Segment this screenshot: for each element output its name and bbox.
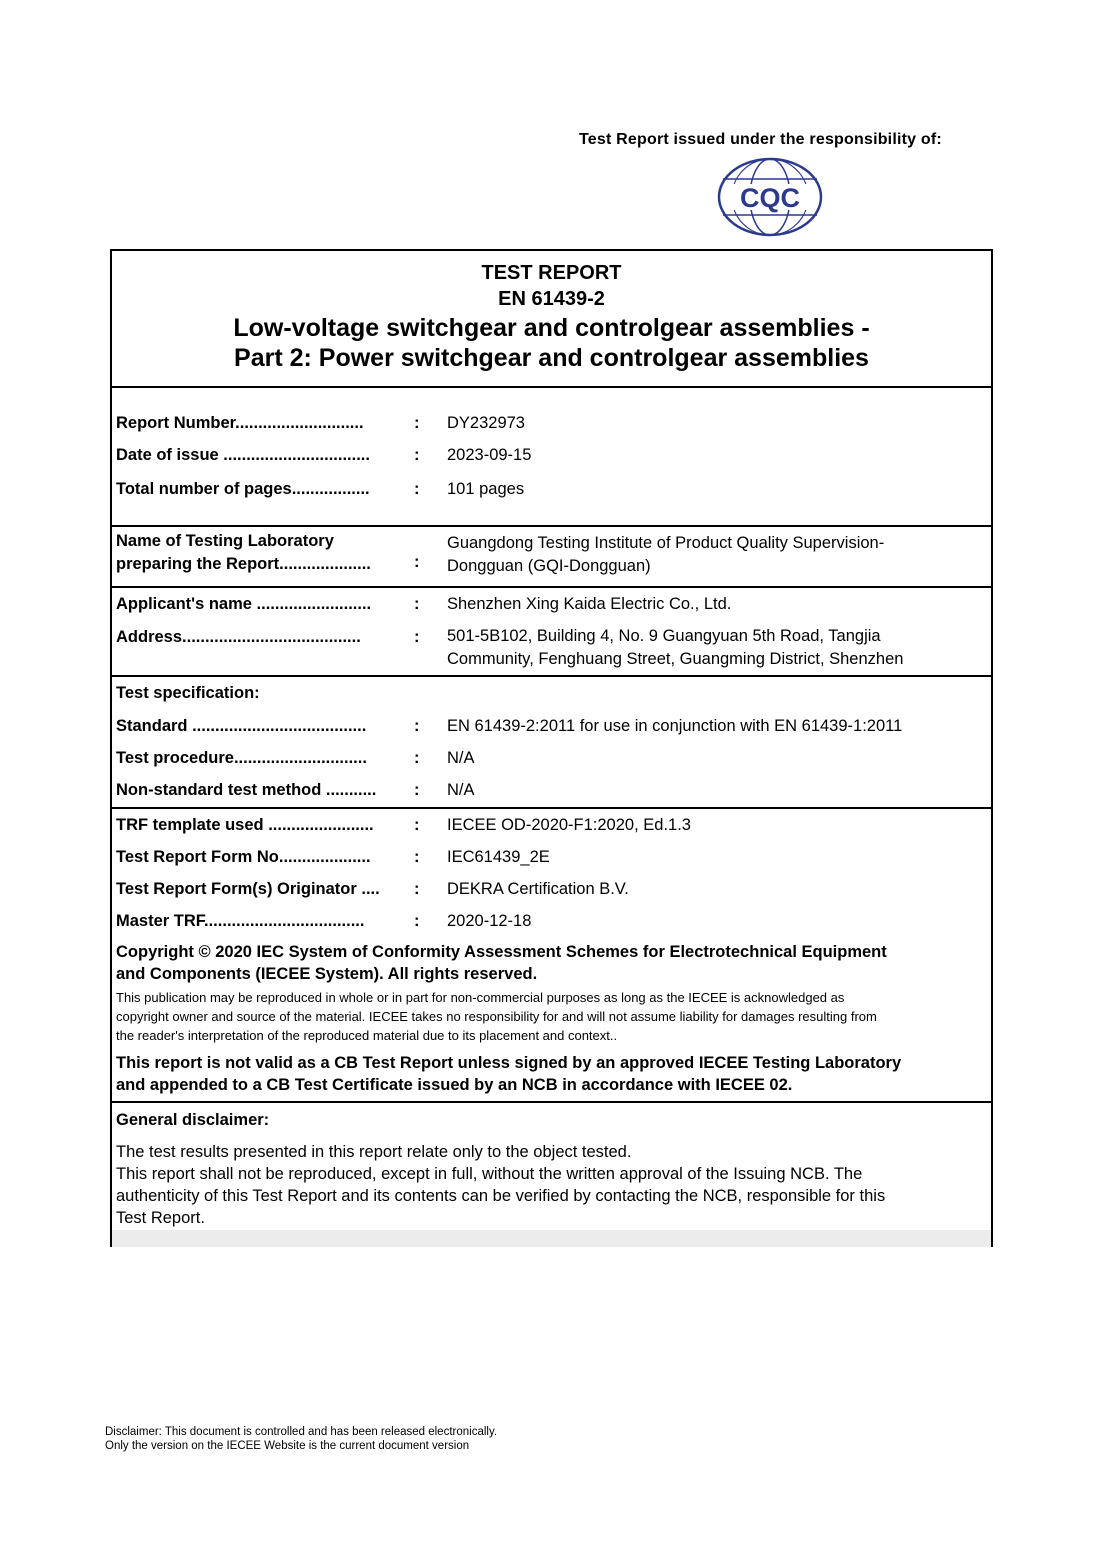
general-disclaimer-title: General disclaimer: xyxy=(116,1111,270,1129)
test-specification-section xyxy=(112,677,991,809)
report-title: TEST REPORT xyxy=(481,262,622,284)
colon: : xyxy=(414,781,420,799)
colon: : xyxy=(414,553,420,571)
total-pages-label: Total number of pages................. xyxy=(116,480,370,498)
colon: : xyxy=(414,717,420,735)
fine-print-line1: This publication may be reproduced in whole or in part for non-commercial purposes as long as the IECEE is acknowledged as xyxy=(116,990,845,1005)
issued-under-text: Test Report issued under the responsibility of: xyxy=(579,131,942,148)
address-value xyxy=(447,625,977,671)
general-disclaimer-section xyxy=(112,1103,991,1232)
test-procedure-value: N/A xyxy=(447,749,475,767)
date-of-issue-value: 2023-09-15 xyxy=(447,446,532,464)
report-number-value: DY232973 xyxy=(447,414,525,432)
testing-lab-value xyxy=(447,532,977,578)
total-pages-value: 101 pages xyxy=(447,480,525,498)
address-line1: 501-5B102, Building 4, No. 9 Guangyuan 5th Road, Tangjia xyxy=(447,627,881,645)
copyright-line2: and Components (IECEE System). All rights reserved. xyxy=(116,965,538,983)
testing-lab-value-line2: Dongguan (GQI-Dongguan) xyxy=(447,557,651,575)
test-report-form-no-label: Test Report Form No.................... xyxy=(116,848,371,866)
copyright-notice xyxy=(116,941,988,985)
fine-print-line3: the reader's interpretation of the reproduced material due to its placement and context.. xyxy=(116,1028,618,1043)
address-line2: Community, Fenghuang Street, Guangming District, Shenzhen xyxy=(447,650,904,668)
standard-title-line1: Low-voltage switchgear and controlgear assemblies - xyxy=(233,314,870,342)
form-originator-value: DEKRA Certification B.V. xyxy=(447,880,629,898)
form-originator-label: Test Report Form(s) Originator .... xyxy=(116,880,380,898)
report-info-section xyxy=(112,386,991,527)
non-standard-method-label: Non-standard test method ........... xyxy=(116,781,377,799)
copyright-line1: Copyright © 2020 IEC System of Conformity Assessment Schemes for Electrotechnical Equipment xyxy=(116,943,887,961)
trf-section xyxy=(112,809,991,1103)
trf-template-value: IECEE OD-2020-F1:2020, Ed.1.3 xyxy=(447,816,691,834)
address-label: Address....................................... xyxy=(116,628,361,646)
disclaimer-line3: authenticity of this Test Report and its contents can be verified by contacting the NCB, responsible for this xyxy=(116,1187,886,1205)
report-header xyxy=(112,251,991,388)
standard-title-line2: Part 2: Power switchgear and controlgear assemblies xyxy=(234,344,869,372)
colon: : xyxy=(414,749,420,767)
fine-print-line2: copyright owner and source of the material. IECEE takes no responsibility for and will not assume liability for damages resulting from xyxy=(116,1009,877,1024)
test-report-form-no-value: IEC61439_2E xyxy=(447,848,550,866)
validity-line2: and appended to a CB Test Certificate issued by an NCB in accordance with IECEE 02. xyxy=(116,1076,793,1094)
document-disclaimer-line1: Disclaimer: This document is controlled and has been released electronically. xyxy=(105,1426,498,1438)
standard-label: Standard ...................................... xyxy=(116,717,367,735)
colon: : xyxy=(414,816,420,834)
applicant-name-value: Shenzhen Xing Kaida Electric Co., Ltd. xyxy=(447,595,732,613)
colon: : xyxy=(414,912,420,930)
testing-lab-label-line1: Name of Testing Laboratory xyxy=(116,532,334,550)
standard-number: EN 61439-2 xyxy=(498,288,605,310)
disclaimer-line2: This report shall not be reproduced, except in full, without the written approval of the Issuing NCB. The xyxy=(116,1165,863,1183)
test-specification-title: Test specification: xyxy=(116,684,260,702)
general-disclaimer-text xyxy=(116,1141,976,1229)
applicant-name-label: Applicant's name ......................... xyxy=(116,595,372,613)
colon: : xyxy=(414,480,420,498)
test-procedure-label: Test procedure............................. xyxy=(116,749,367,767)
master-trf-value: 2020-12-18 xyxy=(447,912,532,930)
colon: : xyxy=(414,595,420,613)
svg-text:CQC: CQC xyxy=(740,183,800,213)
document-disclaimer-line2: Only the version on the IECEE Website is the current document version xyxy=(105,1440,470,1452)
testing-lab-value-line1: Guangdong Testing Institute of Product Quality Supervision- xyxy=(447,534,885,552)
non-standard-method-value: N/A xyxy=(447,781,475,799)
testing-lab-label xyxy=(116,530,371,576)
master-trf-label: Master TRF................................... xyxy=(116,912,365,930)
standard-value: EN 61439-2:2011 for use in conjunction with EN 61439-1:2011 xyxy=(447,717,903,735)
disclaimer-line4: Test Report. xyxy=(116,1209,205,1227)
report-footer-bar xyxy=(112,1230,991,1247)
copyright-fine-print xyxy=(116,988,991,1045)
testing-lab-label-line2: preparing the Report.................... xyxy=(116,555,371,573)
report-number-label: Report Number............................ xyxy=(116,414,364,432)
colon: : xyxy=(414,628,420,646)
colon: : xyxy=(414,880,420,898)
colon: : xyxy=(414,414,420,432)
validity-notice xyxy=(116,1052,988,1096)
colon: : xyxy=(414,848,420,866)
document-disclaimer xyxy=(105,1425,497,1453)
cqc-logo xyxy=(716,157,824,237)
test-report-box xyxy=(110,249,993,1247)
date-of-issue-label: Date of issue ................................ xyxy=(116,446,370,464)
applicant-section xyxy=(112,588,991,677)
validity-line1: This report is not valid as a CB Test Report unless signed by an approved IECEE Testing Laboratory xyxy=(116,1054,902,1072)
colon: : xyxy=(414,446,420,464)
disclaimer-line1: The test results presented in this report relate only to the object tested. xyxy=(116,1143,632,1161)
trf-template-label: TRF template used ....................... xyxy=(116,816,374,834)
testing-lab-section xyxy=(112,527,991,588)
